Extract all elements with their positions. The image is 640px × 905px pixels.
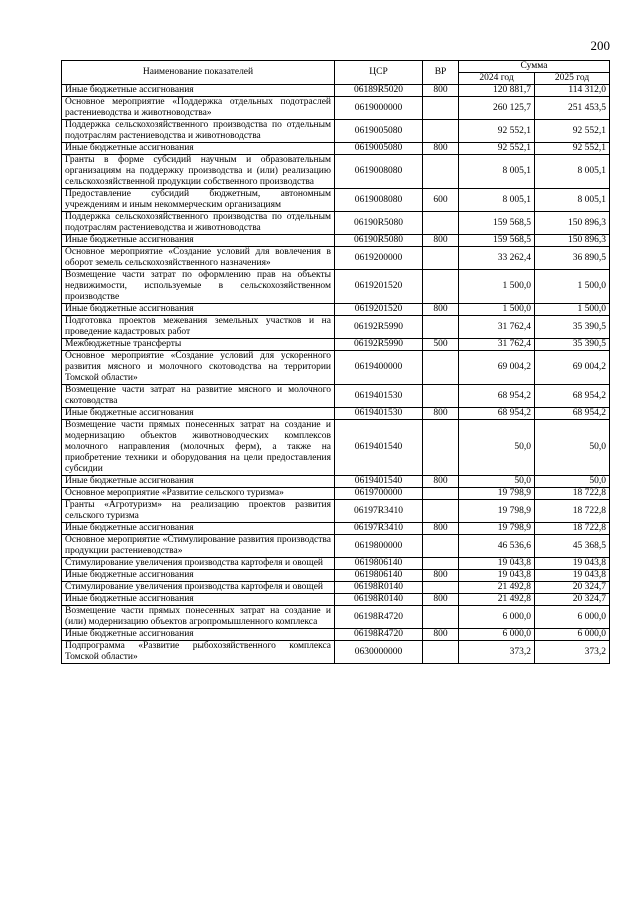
row-vr-cell (423, 558, 459, 570)
row-vr-cell (423, 641, 459, 664)
row-name-cell: Основное мероприятие «Создание условий для ускоренного развития мясного и молочного скотоводства на территории Томской области» (62, 351, 335, 385)
row-amount-2024-cell: 92 552,1 (459, 143, 535, 155)
table-row (62, 500, 610, 523)
row-amount-2024-cell: 33 262,4 (459, 247, 535, 270)
row-vr-cell (423, 155, 459, 189)
row-vr-cell: 800 (423, 85, 459, 97)
table-row (62, 570, 610, 582)
table-row (62, 316, 610, 339)
row-amount-2025-cell: 19 043,8 (535, 570, 610, 582)
row-amount-2025-cell: 150 896,3 (535, 235, 610, 247)
row-amount-2024-cell: 69 004,2 (459, 351, 535, 385)
row-vr-cell: 800 (423, 143, 459, 155)
row-name-cell: Иные бюджетные ассигнования (62, 408, 335, 420)
row-amount-2024-cell: 21 492,8 (459, 594, 535, 606)
row-csr-cell: 0619401540 (335, 420, 423, 476)
row-csr-cell: 06198R4720 (335, 606, 423, 629)
row-amount-2024-cell: 19 798,9 (459, 500, 535, 523)
row-amount-2024-cell: 19 798,9 (459, 523, 535, 535)
row-csr-cell: 0619008080 (335, 189, 423, 212)
row-vr-cell (423, 535, 459, 558)
table-row (62, 120, 610, 143)
row-vr-cell (423, 247, 459, 270)
table-row (62, 247, 610, 270)
row-csr-cell: 0619005080 (335, 120, 423, 143)
row-amount-2025-cell: 8 005,1 (535, 189, 610, 212)
row-amount-2025-cell: 373,2 (535, 641, 610, 664)
row-vr-cell (423, 385, 459, 408)
row-name-cell: Иные бюджетные ассигнования (62, 570, 335, 582)
row-amount-2025-cell: 18 722,8 (535, 488, 610, 500)
row-amount-2025-cell: 50,0 (535, 420, 610, 476)
row-amount-2025-cell: 50,0 (535, 476, 610, 488)
table-row (62, 606, 610, 629)
table-row (62, 408, 610, 420)
row-name-cell: Иные бюджетные ассигнования (62, 235, 335, 247)
row-amount-2025-cell: 20 324,7 (535, 582, 610, 594)
header-year-2024: 2024 год (459, 73, 535, 85)
row-name-cell: Возмещение части прямых понесенных затрат на создание и (или) модернизацию объектов агропромышленного комплекса (62, 606, 335, 629)
row-amount-2025-cell: 251 453,5 (535, 97, 610, 120)
table-row (62, 488, 610, 500)
row-csr-cell: 06190R5080 (335, 235, 423, 247)
row-name-cell: Возмещение части затрат на развитие мясного и молочного скотоводства (62, 385, 335, 408)
row-amount-2024-cell: 31 762,4 (459, 316, 535, 339)
row-csr-cell: 06192R5990 (335, 316, 423, 339)
row-csr-cell: 0619401540 (335, 476, 423, 488)
row-amount-2024-cell: 19 798,9 (459, 488, 535, 500)
table-row (62, 155, 610, 189)
row-name-cell: Подпрограмма «Развитие рыбохозяйственного комплекса Томской области» (62, 641, 335, 664)
row-csr-cell: 06198R4720 (335, 629, 423, 641)
row-amount-2025-cell: 18 722,8 (535, 523, 610, 535)
row-amount-2024-cell: 1 500,0 (459, 270, 535, 304)
row-vr-cell (423, 582, 459, 594)
row-name-cell: Иные бюджетные ассигнования (62, 629, 335, 641)
row-csr-cell: 0619000000 (335, 97, 423, 120)
row-amount-2024-cell: 373,2 (459, 641, 535, 664)
row-amount-2024-cell: 50,0 (459, 476, 535, 488)
row-amount-2025-cell: 6 000,0 (535, 606, 610, 629)
row-vr-cell: 800 (423, 629, 459, 641)
row-vr-cell (423, 606, 459, 629)
row-csr-cell: 06197R3410 (335, 523, 423, 535)
row-csr-cell: 06192R5990 (335, 339, 423, 351)
row-name-cell: Возмещение части прямых понесенных затрат на создание и модернизацию объектов животноводческих комплексов молочного направления (молочных ферм), а также на приобретение техники и оборудования на цели предоставления субсидии (62, 420, 335, 476)
row-amount-2025-cell: 45 368,5 (535, 535, 610, 558)
row-vr-cell (423, 420, 459, 476)
row-amount-2025-cell: 69 004,2 (535, 351, 610, 385)
row-vr-cell (423, 351, 459, 385)
row-amount-2024-cell: 8 005,1 (459, 189, 535, 212)
row-csr-cell: 0630000000 (335, 641, 423, 664)
row-amount-2025-cell: 68 954,2 (535, 408, 610, 420)
table-row (62, 476, 610, 488)
row-name-cell: Стимулирование увеличения производства картофеля и овощей (62, 558, 335, 570)
row-name-cell: Основное мероприятие «Стимулирование развития производства продукции растениеводства» (62, 535, 335, 558)
row-amount-2025-cell: 18 722,8 (535, 500, 610, 523)
row-amount-2025-cell: 8 005,1 (535, 155, 610, 189)
row-vr-cell: 800 (423, 570, 459, 582)
header-vr: ВР (423, 61, 459, 85)
row-vr-cell (423, 212, 459, 235)
row-vr-cell: 800 (423, 304, 459, 316)
row-amount-2024-cell: 68 954,2 (459, 385, 535, 408)
row-amount-2025-cell: 1 500,0 (535, 270, 610, 304)
table-row (62, 97, 610, 120)
row-csr-cell: 06198R0140 (335, 582, 423, 594)
row-amount-2024-cell: 19 043,8 (459, 570, 535, 582)
row-amount-2025-cell: 92 552,1 (535, 143, 610, 155)
row-csr-cell: 0619401530 (335, 385, 423, 408)
table-row (62, 558, 610, 570)
table-row (62, 523, 610, 535)
row-vr-cell: 600 (423, 189, 459, 212)
row-name-cell: Поддержка сельскохозяйственного производства по отдельным подотраслям растениеводства и животноводства (62, 212, 335, 235)
row-amount-2024-cell: 46 536,6 (459, 535, 535, 558)
row-csr-cell: 0619201520 (335, 304, 423, 316)
row-vr-cell: 500 (423, 339, 459, 351)
table-row (62, 189, 610, 212)
row-name-cell: Иные бюджетные ассигнования (62, 85, 335, 97)
row-name-cell: Основное мероприятие «Создание условий для вовлечения в оборот земель сельскохозяйственного назначения» (62, 247, 335, 270)
row-amount-2024-cell: 159 568,5 (459, 212, 535, 235)
row-name-cell: Основное мероприятие «Поддержка отдельных подотраслей растениеводства и животноводства» (62, 97, 335, 120)
table-header (62, 61, 610, 85)
row-csr-cell: 0619005080 (335, 143, 423, 155)
row-vr-cell (423, 270, 459, 304)
table-row (62, 385, 610, 408)
row-amount-2024-cell: 6 000,0 (459, 606, 535, 629)
row-csr-cell: 0619401530 (335, 408, 423, 420)
table-row (62, 420, 610, 476)
row-name-cell: Гранты в форме субсидий научным и образовательным организациям на поддержку производства и (или) реализацию сельскохозяйственной продукции собственного производства (62, 155, 335, 189)
row-csr-cell: 0619700000 (335, 488, 423, 500)
row-name-cell: Предоставление субсидий бюджетным, автономным учреждениям и иным некоммерческим организациям (62, 189, 335, 212)
row-amount-2024-cell: 68 954,2 (459, 408, 535, 420)
row-amount-2025-cell: 92 552,1 (535, 120, 610, 143)
row-csr-cell: 06190R5080 (335, 212, 423, 235)
table-row (62, 143, 610, 155)
row-vr-cell: 800 (423, 235, 459, 247)
row-amount-2025-cell: 1 500,0 (535, 304, 610, 316)
row-name-cell: Иные бюджетные ассигнования (62, 143, 335, 155)
row-csr-cell: 06198R0140 (335, 594, 423, 606)
row-amount-2024-cell: 260 125,7 (459, 97, 535, 120)
table-row (62, 212, 610, 235)
row-vr-cell (423, 120, 459, 143)
row-amount-2025-cell: 35 390,5 (535, 339, 610, 351)
row-vr-cell: 800 (423, 523, 459, 535)
row-amount-2024-cell: 159 568,5 (459, 235, 535, 247)
row-name-cell: Стимулирование увеличения производства картофеля и овощей (62, 582, 335, 594)
row-amount-2024-cell: 21 492,8 (459, 582, 535, 594)
table-row (62, 339, 610, 351)
row-amount-2024-cell: 92 552,1 (459, 120, 535, 143)
row-amount-2025-cell: 114 312,0 (535, 85, 610, 97)
row-amount-2024-cell: 8 005,1 (459, 155, 535, 189)
header-name: Наименование показателей (62, 61, 335, 85)
row-csr-cell: 0619200000 (335, 247, 423, 270)
row-csr-cell: 0619008080 (335, 155, 423, 189)
table-row (62, 235, 610, 247)
row-name-cell: Иные бюджетные ассигнования (62, 594, 335, 606)
row-vr-cell: 800 (423, 594, 459, 606)
table-row (62, 582, 610, 594)
row-vr-cell (423, 488, 459, 500)
row-csr-cell: 06197R3410 (335, 500, 423, 523)
row-name-cell: Иные бюджетные ассигнования (62, 304, 335, 316)
row-csr-cell: 0619806140 (335, 558, 423, 570)
row-name-cell: Иные бюджетные ассигнования (62, 523, 335, 535)
row-amount-2024-cell: 1 500,0 (459, 304, 535, 316)
row-amount-2025-cell: 36 890,5 (535, 247, 610, 270)
row-csr-cell: 0619400000 (335, 351, 423, 385)
row-amount-2025-cell: 150 896,3 (535, 212, 610, 235)
table-row (62, 641, 610, 664)
row-name-cell: Подготовка проектов межевания земельных участков и на проведение кадастровых работ (62, 316, 335, 339)
table-row (62, 85, 610, 97)
header-csr: ЦСР (335, 61, 423, 85)
row-amount-2024-cell: 19 043,8 (459, 558, 535, 570)
table-row (62, 304, 610, 316)
row-name-cell: Иные бюджетные ассигнования (62, 476, 335, 488)
table-row (62, 629, 610, 641)
row-amount-2025-cell: 19 043,8 (535, 558, 610, 570)
row-csr-cell: 0619201520 (335, 270, 423, 304)
header-year-2025: 2025 год (535, 73, 610, 85)
row-name-cell: Возмещение части затрат по оформлению прав на объекты недвижимости, используемые в сельскохозяйственном производстве (62, 270, 335, 304)
row-csr-cell: 06189R5020 (335, 85, 423, 97)
table-row (62, 594, 610, 606)
table-row (62, 535, 610, 558)
row-vr-cell (423, 316, 459, 339)
row-amount-2024-cell: 50,0 (459, 420, 535, 476)
row-name-cell: Основное мероприятие «Развитие сельского туризма» (62, 488, 335, 500)
table-body (62, 85, 610, 664)
row-name-cell: Гранты «Агротуризм» на реализацию проектов развития сельского туризма (62, 500, 335, 523)
row-name-cell: Поддержка сельскохозяйственного производства по отдельным подотраслям растениеводства и животноводства (62, 120, 335, 143)
row-amount-2024-cell: 120 881,7 (459, 85, 535, 97)
row-vr-cell (423, 97, 459, 120)
row-amount-2025-cell: 35 390,5 (535, 316, 610, 339)
table-row (62, 270, 610, 304)
row-csr-cell: 0619806140 (335, 570, 423, 582)
row-amount-2024-cell: 31 762,4 (459, 339, 535, 351)
table-row (62, 351, 610, 385)
row-amount-2025-cell: 20 324,7 (535, 594, 610, 606)
row-vr-cell (423, 500, 459, 523)
row-vr-cell: 800 (423, 408, 459, 420)
budget-table (61, 60, 610, 664)
page-number: 200 (590, 38, 610, 53)
row-vr-cell: 800 (423, 476, 459, 488)
row-amount-2025-cell: 68 954,2 (535, 385, 610, 408)
row-amount-2024-cell: 6 000,0 (459, 629, 535, 641)
row-amount-2025-cell: 6 000,0 (535, 629, 610, 641)
header-sum: Сумма (459, 61, 610, 73)
row-name-cell: Межбюджетные трансферты (62, 339, 335, 351)
row-csr-cell: 0619800000 (335, 535, 423, 558)
